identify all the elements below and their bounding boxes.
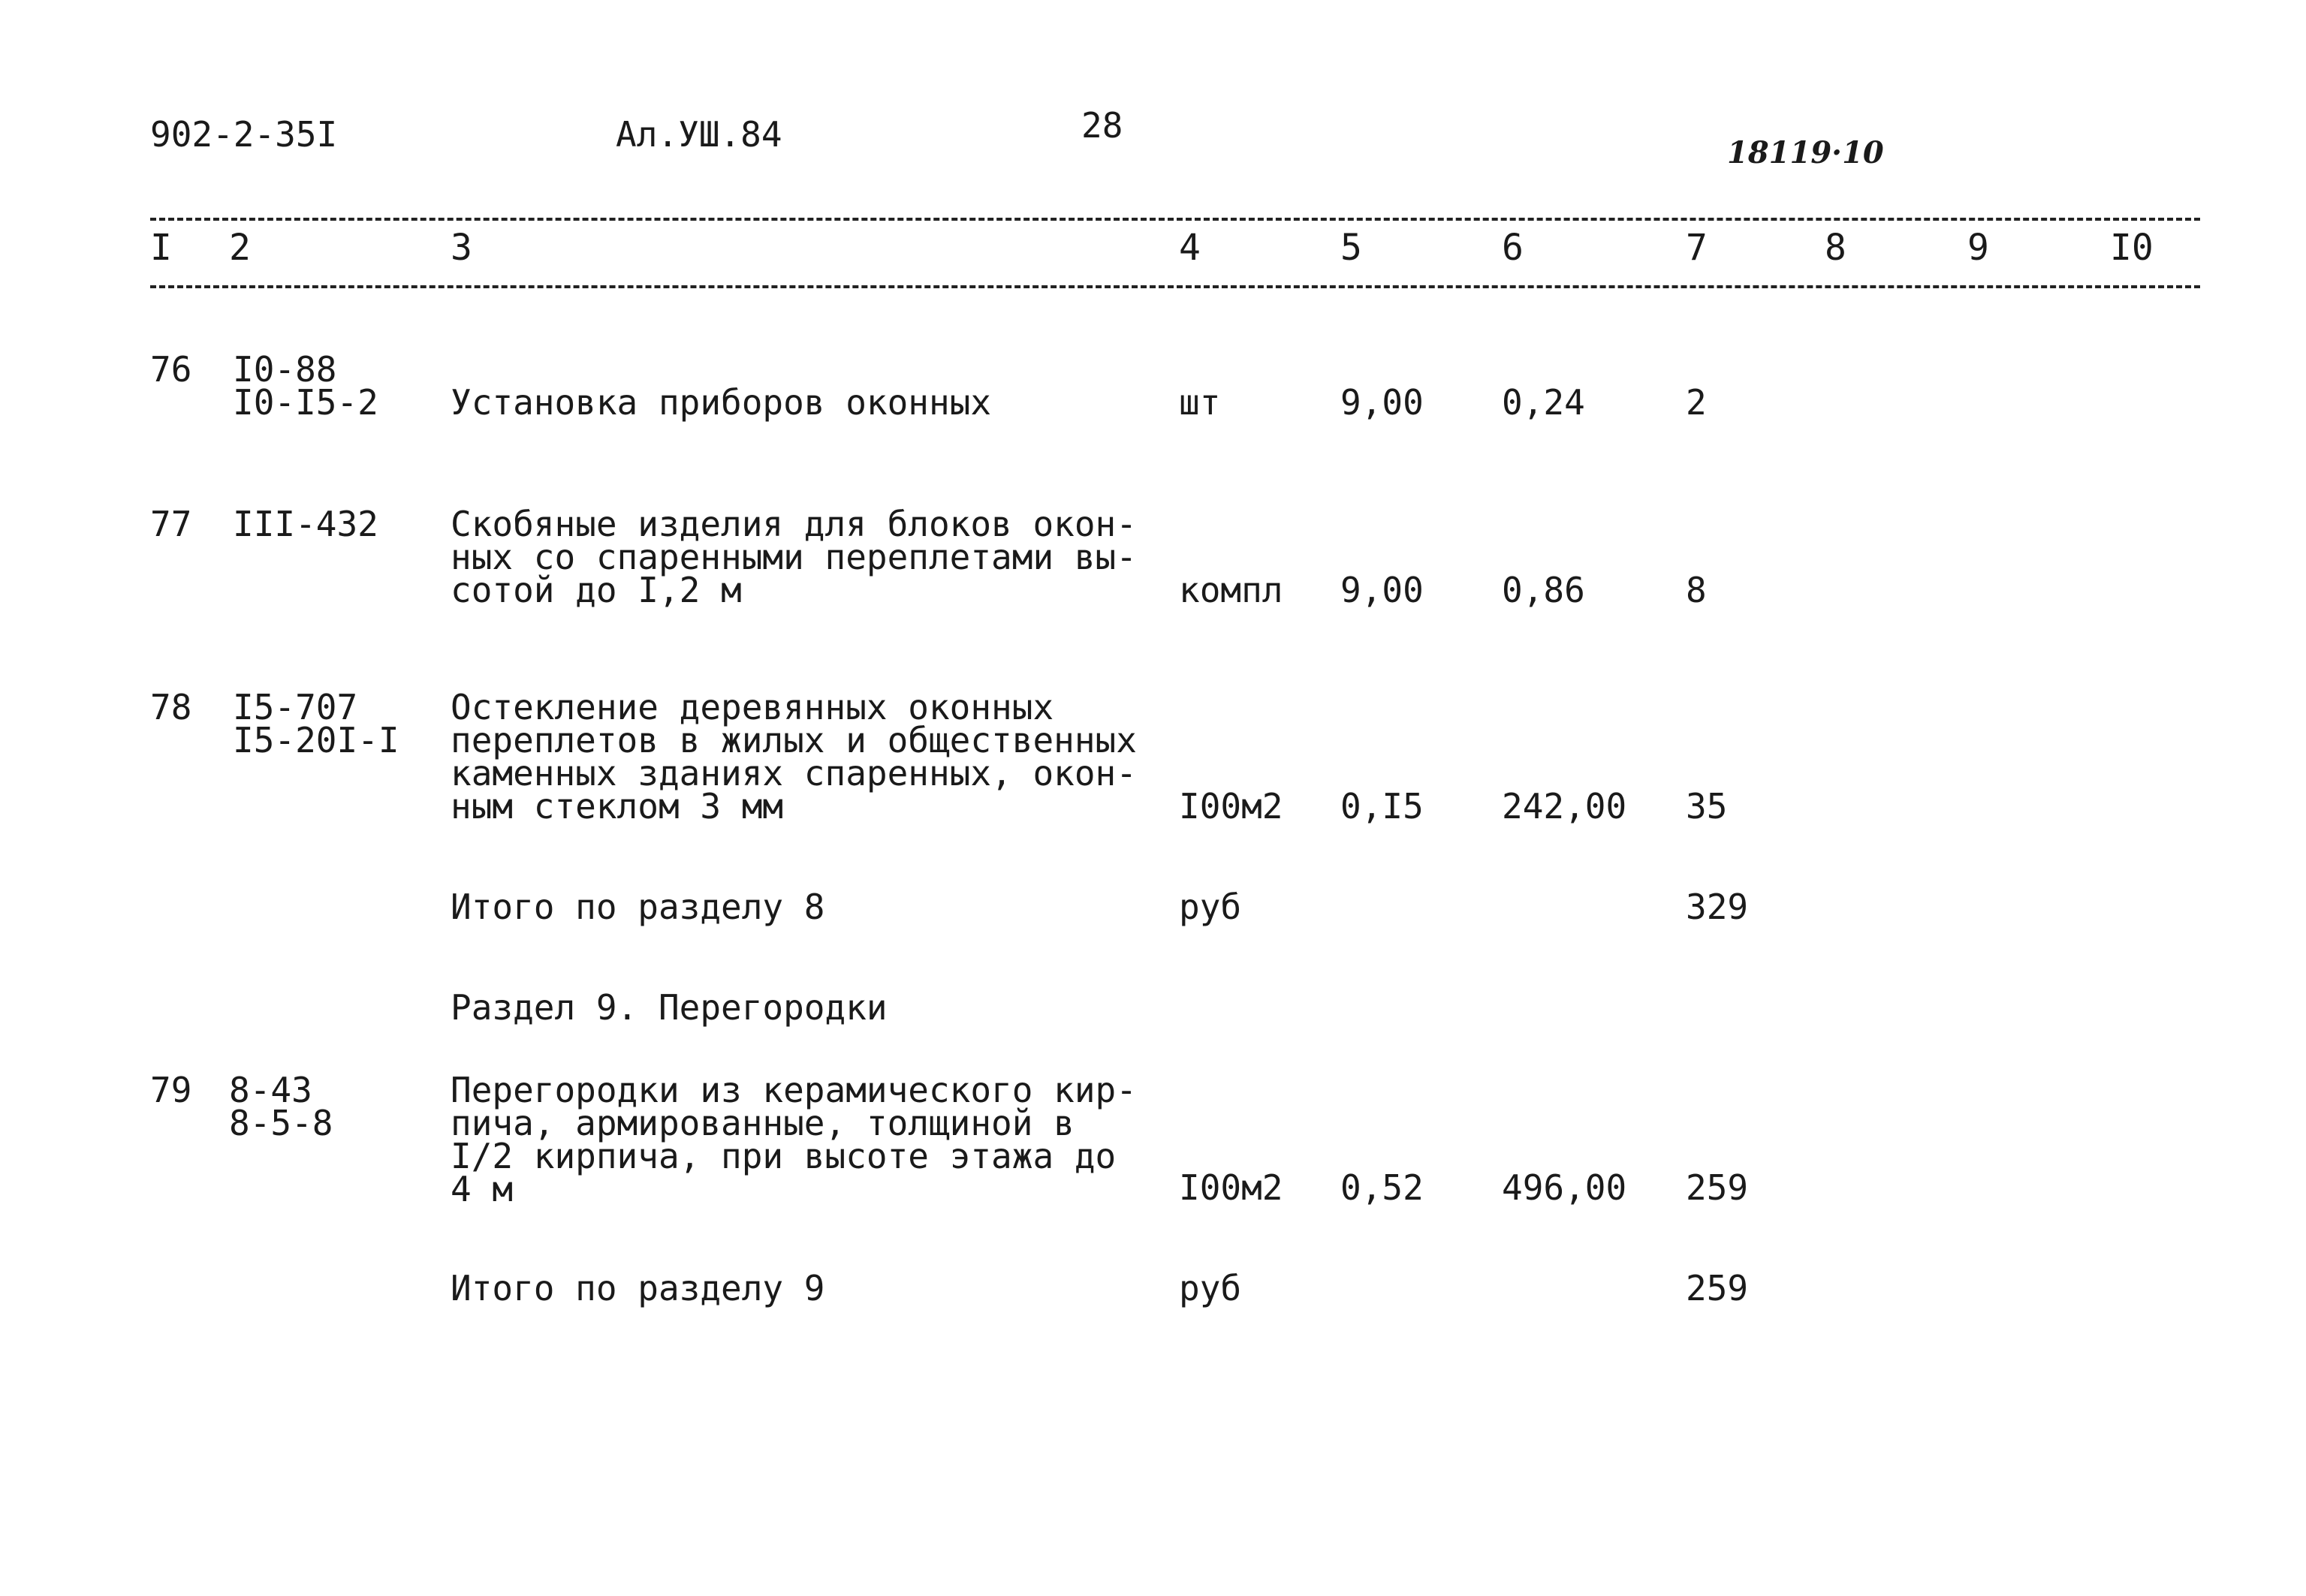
- col-header-3: 3: [451, 227, 472, 269]
- row-description: Установка приборов оконных: [451, 382, 992, 423]
- row-unit: I00м2: [1179, 1167, 1283, 1208]
- col-header-5: 5: [1340, 227, 1362, 269]
- row-total: 35: [1686, 786, 1728, 827]
- row-code: I0-88 I0-I5-2: [233, 349, 378, 423]
- row-unit-price: 0,24: [1502, 382, 1585, 423]
- row-code: III-432: [233, 504, 378, 544]
- subtotal-total: 329: [1686, 887, 1749, 927]
- row-code: I5-707 I5-20I-I: [233, 687, 399, 760]
- row-number: 76: [150, 349, 192, 390]
- row-number: 79: [150, 1070, 192, 1110]
- row-unit-price: 242,00: [1502, 786, 1627, 827]
- col-header-10: I0: [2110, 227, 2154, 269]
- row-unit-price: 496,00: [1502, 1167, 1627, 1208]
- subtotal-unit: руб: [1179, 1268, 1242, 1308]
- col-header-7: 7: [1686, 227, 1708, 269]
- row-code: 8-43 8-5-8: [229, 1070, 333, 1143]
- subtotal-unit: руб: [1179, 887, 1242, 927]
- subtotal-label: Итого по разделу 8: [451, 887, 825, 927]
- row-unit: компл: [1179, 570, 1283, 610]
- row-number: 77: [150, 504, 192, 544]
- col-header-1: I: [150, 227, 172, 269]
- row-quantity: 9,00: [1340, 570, 1424, 610]
- row-unit-price: 0,86: [1502, 570, 1585, 610]
- row-unit: I00м2: [1179, 786, 1283, 827]
- row-unit: шт: [1179, 382, 1221, 423]
- row-quantity: 9,00: [1340, 382, 1424, 423]
- row-total: 259: [1686, 1167, 1749, 1208]
- header-rule-top: [150, 218, 2200, 221]
- page-number: 28: [1081, 105, 1123, 146]
- col-header-4: 4: [1179, 227, 1201, 269]
- col-header-6: 6: [1502, 227, 1524, 269]
- document-code: 902-2-35I: [150, 114, 338, 155]
- section-title: Раздел 9. Перегородки: [451, 987, 888, 1028]
- row-total: 2: [1686, 382, 1707, 423]
- row-quantity: 0,52: [1340, 1167, 1424, 1208]
- row-description: Скобяные изделия для блоков окон- ных со спаренными переплетами вы- сотой до I,2 м: [451, 504, 1137, 610]
- handwritten-note: 18119·10: [1727, 135, 1884, 170]
- col-header-9: 9: [1967, 227, 1989, 269]
- header-rule-bottom: [150, 285, 2200, 288]
- row-quantity: 0,I5: [1340, 786, 1424, 827]
- album-code: Ал.УШ.84: [616, 114, 782, 155]
- row-number: 78: [150, 687, 192, 727]
- row-total: 8: [1686, 570, 1707, 610]
- subtotal-label: Итого по разделу 9: [451, 1268, 825, 1308]
- subtotal-total: 259: [1686, 1268, 1749, 1308]
- row-description: Остекление деревянных оконных переплетов в жилых и общественных каменных зданиях спаренных, окон- ным стеклом 3 мм: [451, 687, 1137, 827]
- row-description: Перегородки из керамического кир- пича, армированные, толщиной в I/2 кирпича, при высоте этажа до 4 м: [451, 1070, 1137, 1209]
- col-header-8: 8: [1825, 227, 1846, 269]
- col-header-2: 2: [229, 227, 251, 269]
